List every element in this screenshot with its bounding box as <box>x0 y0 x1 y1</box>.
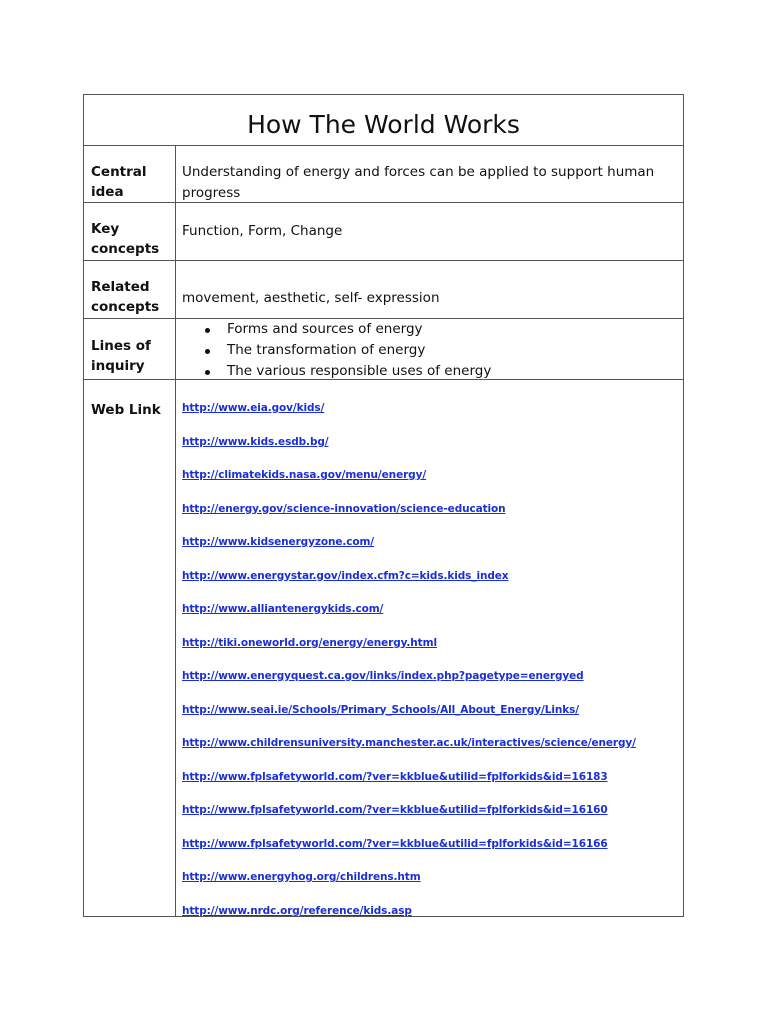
list-item <box>182 498 636 532</box>
web-link[interactable]: http://www.kidsenergyzone.com/ <box>182 536 375 548</box>
central-idea-label <box>84 146 176 202</box>
web-link[interactable]: http://www.fplsafetyworld.com/?ver=kkblue&utilid=fplforkids&id=16160 <box>182 804 608 816</box>
central-idea-text-line1: Understanding of energy and forces can be applied to support human <box>182 164 655 180</box>
related-concepts-label-line1: Related <box>91 279 150 295</box>
title-row <box>84 95 683 146</box>
central-idea-value <box>176 146 683 202</box>
key-concepts-label-line1: Key <box>91 221 120 237</box>
list-item <box>182 397 636 431</box>
link-list <box>182 397 636 933</box>
list-item <box>182 464 636 498</box>
lines-of-inquiry-label <box>84 319 176 379</box>
list-item <box>182 833 636 867</box>
list-item <box>182 632 636 666</box>
web-link[interactable]: http://www.fplsafetyworld.com/?ver=kkblue&utilid=fplforkids&id=16183 <box>182 770 608 783</box>
related-concepts-row <box>84 261 683 319</box>
inquiry-item-text: The transformation of energy <box>227 342 426 358</box>
list-item <box>182 732 636 766</box>
web-link[interactable]: http://www.kids.esdb.bg/ <box>182 435 329 448</box>
web-link[interactable]: http://www.nrdc.org/reference/kids.asp <box>182 904 412 917</box>
key-concepts-label <box>84 203 176 260</box>
list-item <box>182 531 636 565</box>
web-link[interactable]: http://www.eia.gov/kids/ <box>182 402 325 414</box>
web-link[interactable]: http://www.childrensuniversity.manchester.ac.uk/interactives/science/energy/ <box>182 737 636 749</box>
inquiry-item <box>205 361 491 382</box>
key-concepts-value: Function, Form, Change <box>182 223 343 240</box>
web-link[interactable]: http://www.energyquest.ca.gov/links/index.php?pagetype=energyed <box>182 670 584 682</box>
web-link-value <box>176 380 683 916</box>
key-concepts-row <box>84 203 683 261</box>
related-concepts-label <box>84 261 176 318</box>
web-link[interactable]: http://tiki.oneworld.org/energy/energy.html <box>182 636 437 649</box>
lines-of-inquiry-label-line1: Lines of <box>91 338 151 354</box>
list-item <box>182 665 636 699</box>
bullet-icon <box>205 370 210 375</box>
lines-of-inquiry-value <box>176 319 683 379</box>
web-link[interactable]: http://www.seai.ie/Schools/Primary_Schools/All_About_Energy/Links/ <box>182 703 579 716</box>
web-link[interactable]: http://www.fplsafetyworld.com/?ver=kkblue&utilid=fplforkids&id=16166 <box>182 837 608 850</box>
web-link[interactable]: http://www.alliantenergykids.com/ <box>182 603 384 615</box>
list-item <box>182 431 636 465</box>
inquiry-item-text: The various responsible uses of energy <box>227 363 492 379</box>
related-concepts-value: movement, aesthetic, self- expression <box>182 290 440 307</box>
key-concepts-label-line2: concepts <box>91 241 160 257</box>
web-link[interactable]: http://climatekids.nasa.gov/menu/energy/ <box>182 469 427 481</box>
bullet-icon <box>205 349 210 354</box>
inquiry-item-text: Forms and sources of energy <box>227 321 423 337</box>
lines-of-inquiry-label-line2: inquiry <box>91 358 145 374</box>
bullet-icon <box>205 328 210 333</box>
web-link-row <box>84 380 683 916</box>
list-item <box>182 866 636 900</box>
list-item <box>182 699 636 733</box>
inquiry-item <box>205 319 491 340</box>
central-idea-label-line2: idea <box>91 184 124 200</box>
web-link[interactable]: http://www.energystar.gov/index.cfm?c=kids.kids_index <box>182 569 509 582</box>
web-link[interactable]: http://www.energyhog.org/childrens.htm <box>182 871 421 883</box>
list-item <box>182 766 636 800</box>
list-item <box>182 598 636 632</box>
inquiry-item <box>205 340 491 361</box>
web-link-label: Web Link <box>84 380 176 916</box>
list-item <box>182 900 636 934</box>
central-idea-label-line1: Central <box>91 164 147 180</box>
web-link[interactable]: http://energy.gov/science-innovation/science-education <box>182 502 506 515</box>
related-concepts-label-line2: concepts <box>91 299 160 315</box>
world-works-table <box>83 94 684 917</box>
lines-of-inquiry-row <box>84 319 683 380</box>
list-item <box>182 799 636 833</box>
central-idea-row <box>84 146 683 203</box>
inquiry-list <box>182 319 491 382</box>
central-idea-text-line2: progress <box>182 184 241 201</box>
page-title: How The World Works <box>247 110 520 139</box>
list-item <box>182 565 636 599</box>
